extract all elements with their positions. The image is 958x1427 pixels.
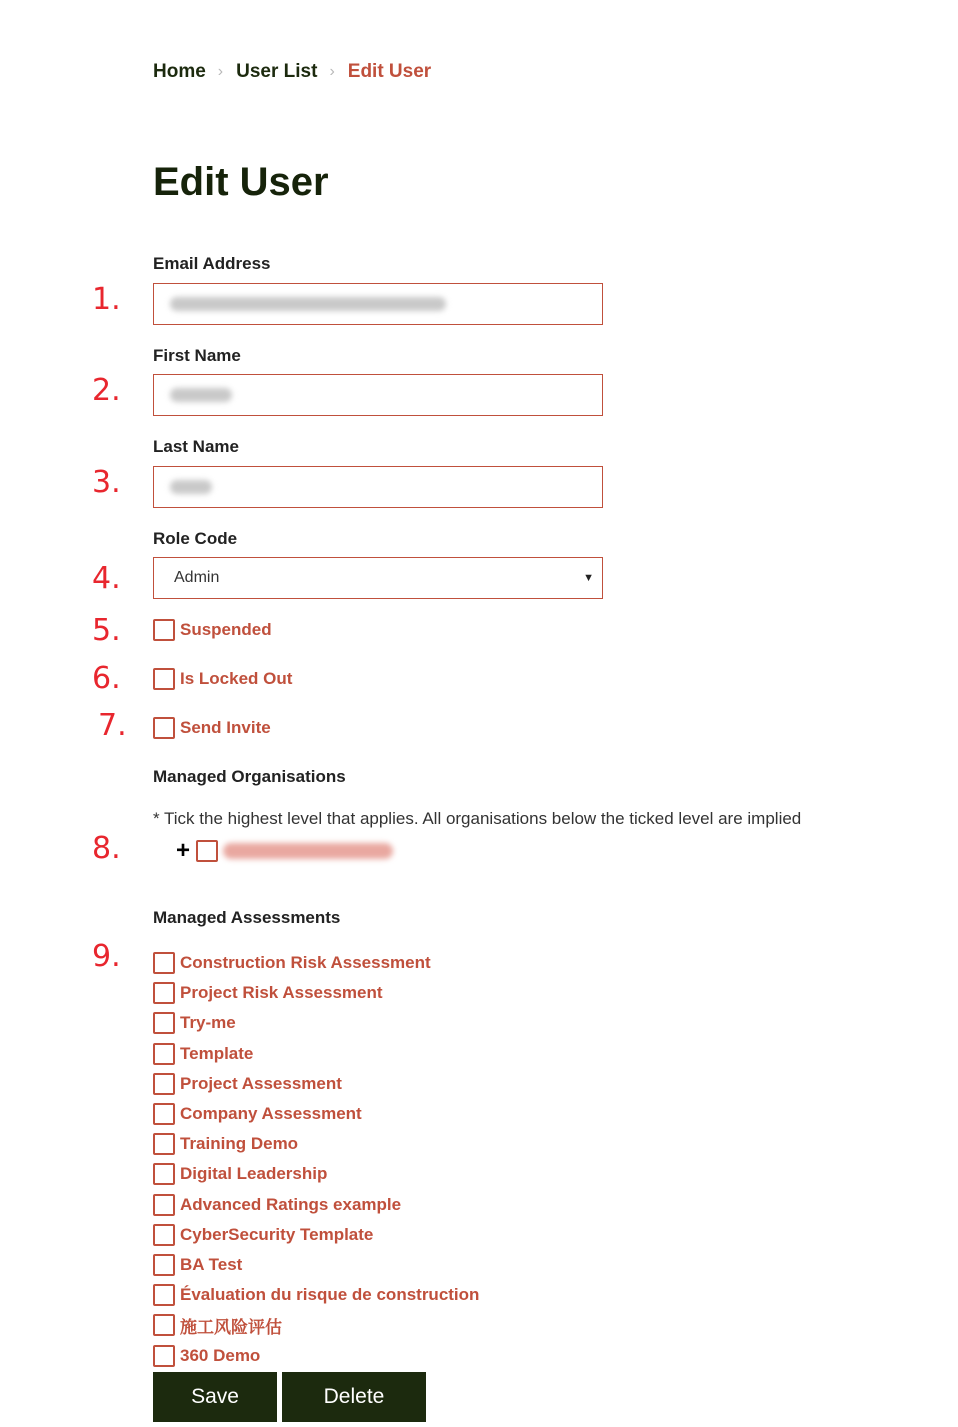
- organisation-tree-item: [176, 838, 393, 864]
- assessment-item[interactable]: [153, 1159, 479, 1189]
- assessment-label[interactable]: Training Demo: [180, 1134, 299, 1154]
- assessment-item[interactable]: [153, 1250, 479, 1280]
- managed-organisations-label: Managed Organisations: [153, 767, 346, 786]
- assessment-checkbox[interactable]: [153, 1133, 175, 1155]
- assessment-label[interactable]: 施工风险评估: [180, 1317, 282, 1337]
- redacted-value: [170, 388, 232, 402]
- assessment-label[interactable]: BA Test: [180, 1254, 243, 1274]
- assessment-label[interactable]: Évaluation du risque de construction: [180, 1285, 480, 1305]
- assessment-checkbox[interactable]: [153, 1103, 175, 1125]
- redacted-value: [170, 480, 212, 494]
- suspended-checkbox-row[interactable]: [153, 618, 272, 642]
- first-name-label: First Name: [153, 346, 241, 365]
- breadcrumb-separator: ›: [329, 63, 335, 80]
- assessment-label[interactable]: Digital Leadership: [180, 1164, 328, 1184]
- send-invite-checkbox[interactable]: [153, 717, 175, 739]
- suspended-checkbox[interactable]: [153, 619, 175, 641]
- assessment-checkbox[interactable]: [153, 952, 175, 974]
- assessment-checkbox[interactable]: [153, 1163, 175, 1185]
- assessment-item[interactable]: [153, 1069, 479, 1099]
- send-invite-checkbox-row[interactable]: [153, 716, 271, 740]
- assessment-checkbox[interactable]: [153, 1043, 175, 1065]
- last-name-label: Last Name: [153, 437, 239, 456]
- assessment-item[interactable]: [153, 978, 479, 1008]
- assessment-label[interactable]: Advanced Ratings example: [180, 1194, 402, 1214]
- assessment-item[interactable]: [153, 1099, 479, 1129]
- managed-organisations-hint: * Tick the highest level that applies. All organisations below the ticked level are implied: [153, 809, 802, 828]
- assessment-item[interactable]: [153, 1220, 479, 1250]
- annotation-number: 5.: [92, 613, 121, 648]
- assessment-item[interactable]: [153, 1129, 479, 1159]
- assessment-list: [153, 948, 479, 1371]
- managed-assessments-label: Managed Assessments: [153, 908, 341, 927]
- assessment-item[interactable]: [153, 1008, 479, 1038]
- annotation-number: 6.: [92, 661, 121, 696]
- role-code-select[interactable]: [153, 557, 603, 599]
- assessment-item[interactable]: [153, 1190, 479, 1220]
- assessment-checkbox[interactable]: [153, 982, 175, 1004]
- breadcrumb-home[interactable]: Home: [153, 61, 206, 82]
- annotation-number: 2.: [92, 373, 121, 408]
- assessment-checkbox[interactable]: [153, 1224, 175, 1246]
- annotation-number: 9.: [92, 939, 121, 974]
- suspended-label[interactable]: Suspended: [180, 620, 272, 639]
- organisation-checkbox[interactable]: [196, 840, 218, 862]
- assessment-checkbox[interactable]: [153, 1254, 175, 1276]
- assessment-item[interactable]: [153, 1340, 479, 1370]
- breadcrumb: [153, 58, 431, 86]
- page-title: Edit User: [153, 160, 329, 204]
- locked-out-checkbox[interactable]: [153, 668, 175, 690]
- assessment-checkbox[interactable]: [153, 1194, 175, 1216]
- assessment-label[interactable]: Company Assessment: [180, 1104, 362, 1124]
- redacted-value: [170, 297, 446, 311]
- assessment-label[interactable]: 360 Demo: [180, 1345, 261, 1365]
- locked-out-label[interactable]: Is Locked Out: [180, 669, 293, 688]
- first-name-field[interactable]: [153, 374, 603, 416]
- assessment-item[interactable]: [153, 1280, 479, 1310]
- assessment-checkbox[interactable]: [153, 1284, 175, 1306]
- redacted-organisation-name[interactable]: [223, 843, 393, 859]
- assessment-item[interactable]: [153, 1039, 479, 1069]
- role-code-label: Role Code: [153, 529, 238, 548]
- save-button[interactable]: Save: [153, 1372, 277, 1422]
- assessment-item[interactable]: [153, 1310, 479, 1340]
- breadcrumb-user-list[interactable]: User List: [236, 61, 318, 82]
- annotation-number: 4.: [92, 561, 121, 596]
- assessment-item[interactable]: [153, 948, 479, 978]
- assessment-checkbox[interactable]: [153, 1073, 175, 1095]
- email-field[interactable]: [153, 283, 603, 325]
- assessment-label[interactable]: Project Assessment: [180, 1073, 342, 1093]
- role-code-value: Admin: [174, 569, 220, 586]
- annotation-number: 1.: [92, 282, 121, 317]
- breadcrumb-current: Edit User: [347, 61, 432, 82]
- assessment-label[interactable]: Project Risk Assessment: [180, 983, 383, 1003]
- last-name-field[interactable]: [153, 466, 603, 508]
- assessment-label[interactable]: Try-me: [180, 1013, 236, 1033]
- delete-button[interactable]: Delete: [282, 1372, 426, 1422]
- email-label: Email Address: [153, 254, 271, 273]
- expand-icon[interactable]: +: [176, 837, 191, 864]
- assessment-label[interactable]: Template: [180, 1043, 254, 1063]
- assessment-label[interactable]: CyberSecurity Template: [180, 1224, 374, 1244]
- breadcrumb-separator: ›: [217, 63, 224, 80]
- locked-out-checkbox-row[interactable]: [153, 667, 292, 691]
- send-invite-label[interactable]: Send Invite: [180, 718, 271, 737]
- annotation-number: 3.: [92, 465, 121, 500]
- annotation-number: 7.: [98, 708, 127, 743]
- assessment-label[interactable]: Construction Risk Assessment: [180, 953, 431, 973]
- annotation-number: 8.: [92, 831, 121, 866]
- assessment-checkbox[interactable]: [153, 1314, 175, 1336]
- chevron-down-icon: ▼: [583, 572, 594, 584]
- assessment-checkbox[interactable]: [153, 1345, 175, 1367]
- assessment-checkbox[interactable]: [153, 1012, 175, 1034]
